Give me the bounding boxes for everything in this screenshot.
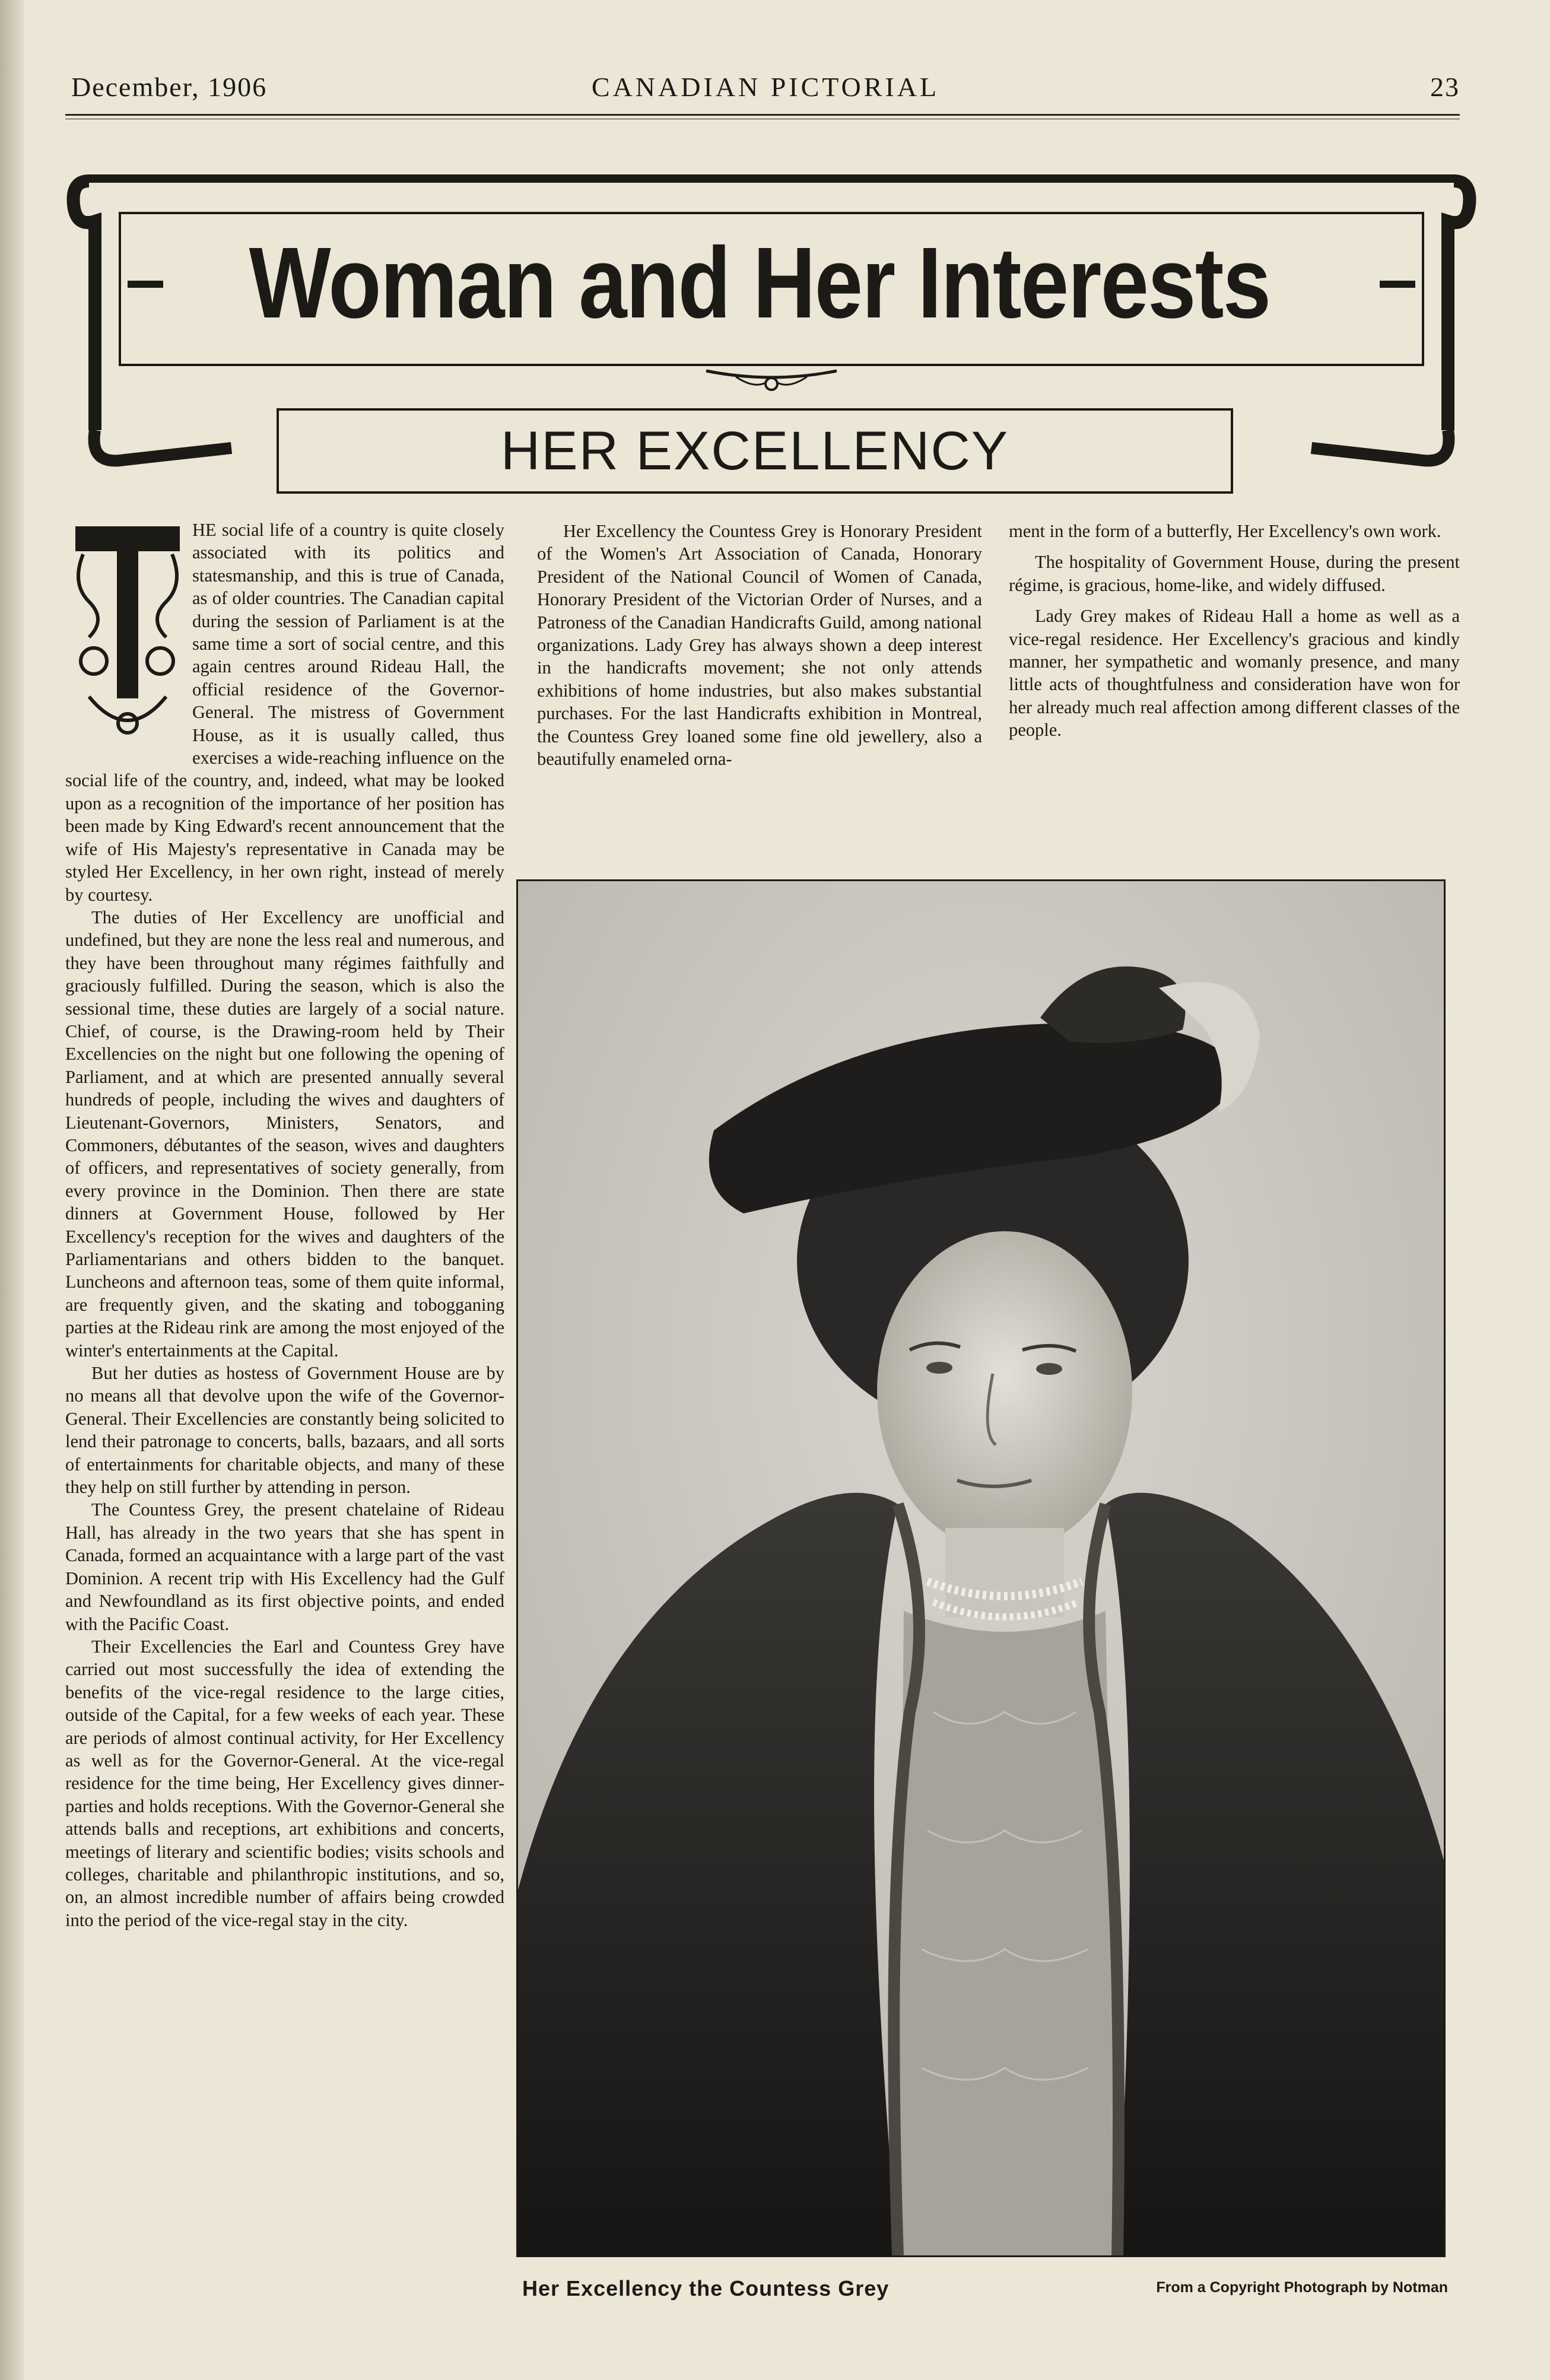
issue-date: December, 1906 xyxy=(71,72,268,102)
paragraph: Her Excellency the Countess Grey is Honorary President of the Women's Art Association of Canada, Honorary President of the National Council of Women of Canada, Honorary President of the Victorian Order of Nurses, and a Patroness of the Canadian Handicrafts Guild, among national organizations. Lady Grey has always shown a deep interest in the handicrafts movement; she not only attends exhibitions of home industries, but also makes substantial purchases. For the last Handicrafts exhibition in Montreal, the Countess Grey loaned some fine old jewellery, also a beautifully enameled orna- xyxy=(537,521,982,770)
ornamental-drop-cap xyxy=(65,519,184,751)
portrait-photograph xyxy=(516,879,1446,2257)
photo-credit: From a Copyright Photograph by Notman xyxy=(1156,2279,1448,2296)
header-rule xyxy=(65,114,1460,116)
paragraph: The hospitality of Government House, during the present régime, is gracious, home-like, and widely diffused. xyxy=(1009,552,1460,595)
article-column-3 xyxy=(1009,520,1460,750)
portrait-image xyxy=(518,881,1444,2255)
paragraph: The Countess Grey, the present chatelaine of Rideau Hall, has already in the two years that she has spent in Canada, formed an acquaintance with a large part of the vast Dominion. A recent trip with His Excellency had the Gulf and Newfoundland as its first objective points, and ended with the Pacific Coast. xyxy=(65,1499,504,1634)
paragraph: Their Excellencies the Earl and Countess Grey have carried out most successfully the idea of extending the benefits of the vice-regal residence to the large cities, outside of the Capital, for a few weeks of each year. These are periods of almost continual activity, for Her Excellency as well as for the Governor-General. At the vice-regal residence for the time being, Her Excellency gives dinner-parties and holds receptions. With the Governor-General she attends balls and receptions, art exhibitions and concerts, meetings of literary and scientific bodies; visits schools and colleges, charitable and philanthropic institutions, and so, on, an almost incredible number of affairs being crowded into the period of the vice-regal stay in the city. xyxy=(65,1636,504,1930)
photo-caption: Her Excellency the Countess Grey xyxy=(522,2276,890,2300)
running-head xyxy=(71,65,1460,107)
paragraph: But her duties as hostess of Government House are by no means all that devolve upon the wife of the Governor-General. Their Excellencies are constantly being solicited to lend their patronage to concerts, balls, bazaars, and all sorts of entertainments for charitable objects, and many of these they help on still further by attending in person. xyxy=(65,1363,504,1498)
paragraph: The duties of Her Excellency are unofficial and undefined, but they are none the less real and numerous, and they have been throughout many régimes faithfully and graciously fulfilled. During the season, which is also the sessional time, these duties are largely of a social nature. Chief, of course, is the Drawing-room held by Their Excellencies on the night but one following the opening of Parliament, and at which are presented annually several hundreds of people, including the wives and daughters of Lieutenant-Governors, Ministers, Senators, and Commoners, débutantes of the season, wives and daughters of officers, and representatives of society generally, from every province in the Dominion. Then there are state dinners at Government House, followed by Her Excellency's reception for the wives and daughters of the Parliamentarians and others bidden to the banquet. Luncheons and afternoon teas, some of them quite informal, are frequently given, and the skating and tobogganing parties at the Rideau rink are among the most enjoyed of the winter's entertainments at the Capital. xyxy=(65,907,504,1361)
article-column-2 xyxy=(537,520,982,770)
article-title: HER EXCELLENCY xyxy=(277,408,1233,494)
paragraph: HE social life of a country is quite closely associated with its politics and statesmanship, and this is true of Canada, as of older countries. The Canadian capital during the session of Parliament is at the same time a sort of social centre, and this again centres around Rideau Hall, the official residence of the Governor-General. The mistress of Government House, as it is usually called, thus exercises a wide-reaching influence on the social life of the country, and, indeed, what may be looked upon as a recognition of the importance of her position has been made by King Edward's recent announcement that the wife of His Majesty's representative in Canada may be styled Her Excellency, in her own right, instead of merely by courtesy. xyxy=(65,520,504,905)
paragraph: ment in the form of a butterfly, Her Excellency's own work. xyxy=(1009,521,1441,541)
section-title: Woman and Her Interests xyxy=(249,227,1271,339)
page-number: 23 xyxy=(1430,72,1460,102)
page-binding-edge xyxy=(0,0,24,2380)
article-column-1 xyxy=(65,519,504,1931)
paragraph: Lady Grey makes of Rideau Hall a home as well as a vice-regal residence. Her Excellency's gracious and kindly manner, her sympathetic and womanly presence, and many little acts of thoughtfulness and consideration have won for her already much real affection among different classes of the people. xyxy=(1009,606,1460,741)
publication-name: CANADIAN PICTORIAL xyxy=(591,72,940,102)
